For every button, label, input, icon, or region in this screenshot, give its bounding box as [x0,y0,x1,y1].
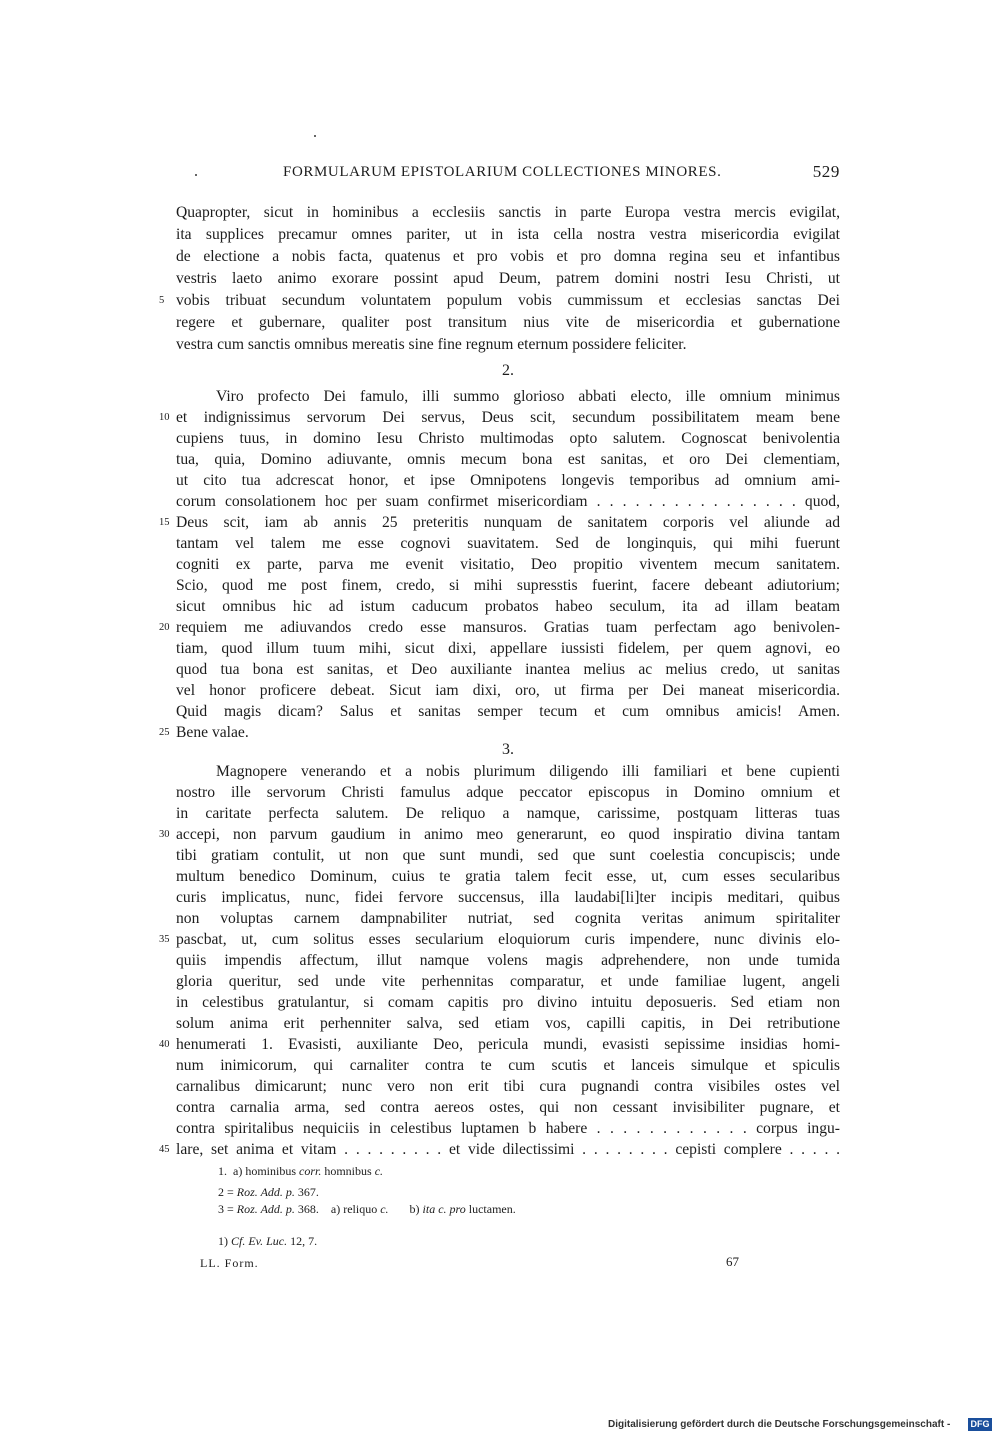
line-number: 30 [159,829,170,840]
line-number: 5 [159,295,165,306]
running-title: FORMULARUM EPISTOLARIUM COLLECTIONES MINORES. [283,164,722,180]
text-line: lare, set anima et vitam . . . . . . . . . et vide dilectissimi . . . . . . . . cepisti complere . . . . . [176,1141,840,1158]
text-line: vobis tribuat secundum voluntatem populum vobis cummissum et ecclesias sanctas Dei [176,292,840,309]
footnote-4: 1) Cf. Ev. Luc. 12, 7. [218,1234,318,1248]
text-line: Magnopere venerando et a nobis plurimum diligendo illi familiari et bene cupienti [216,763,840,780]
section-number: 2. [502,362,514,379]
text-line: cupiens tuus, in domino Iesu Christo multimodas opto salutem. Cognoscat benivolentia [176,430,840,447]
line-number: 35 [159,934,170,945]
text-line: et indignissimus servorum Dei servus, Deus scit, secundum possibilitatem meam bene [176,409,840,426]
text-line: regere et gubernare, qualiter post transitum nius vite de misericordia et gubernatione [176,314,840,331]
text-line: ita supplices precamur omnes pariter, ut in ista cella nostra vestra misericordia evigilat [176,226,840,243]
text-line: solum anima erit perhenniter salva, sed etiam vos, capilli capitis, in Dei retributione [176,1015,840,1032]
text-line: vel honor proficere debeat. Sicut iam dixi, oro, ut firma per Dei maneat misericordia. [176,682,840,699]
footnote-3: 3 = Roz. Add. p. 368. a) reliquo c. b) ita c. pro luctamen. [218,1202,516,1216]
dfg-logo: DFG [968,1418,992,1431]
text-line: cogniti ex parte, parva me evenit visitatio, Deo propitio viventem mecum sanitatem. [176,556,840,573]
text-line: contra spiritalibus nequiciis in celestibus luptamen b habere . . . . . . . . . . . . corpus ingu- [176,1120,840,1137]
text-line: Deus scit, iam ab annis 25 preteritis nunquam de sanitatem corporis vel aliunde ad [176,514,840,531]
line-number: 40 [159,1039,170,1050]
footnote-2: 2 = Roz. Add. p. 367. [218,1185,319,1199]
line-number: 25 [159,727,170,738]
text-line: tibi gratiam contulit, ut non que sunt mundi, sed que sunt coelestia concupiscis; unde [176,847,840,864]
text-line: num inimicorum, qui carnaliter contra te cum scutis et lanceis simulque et spiculis [176,1057,840,1074]
line-number: 45 [159,1144,170,1155]
text-line: carnalibus dimicarunt; nunc vero non erit tibi cura pugnandi contra visibiles ostes vel [176,1078,840,1095]
text-line: contra carnalia arma, sed contra aereos ostes, qui non cessant invisibiliter pugnare, et [176,1099,840,1116]
text-line: Viro profecto Dei famulo, illi summo glorioso abbati electo, ille omnium minimus [216,388,840,405]
text-line: Quapropter, sicut in hominibus a ecclesiis sanctis in parte Europa vestra mercis evigilat, [176,204,840,221]
text-line: quod tua bona est sanitas, et Deo auxiliante inantea melius ac melius credo, ut sanitas [176,661,840,678]
running-header [178,164,840,184]
text-line: henumerati 1. Evasisti, auxiliante Deo, pericula mundi, evasisti sepissime insidias homi- [176,1036,840,1053]
text-line: curis implicatus, nunc, fidei fervore succensus, illa laudabi[li]ter incipis meditari, quibus [176,889,840,906]
text-line: gloria queritur, sed unde vite perhennitas comparatur, et unde familiae lugent, angeli [176,973,840,990]
page-number: 529 [812,162,840,181]
text-line: corum consolationem hoc per suam confirmet misericordiam . . . . . . . . . . . . . . . . quod, [176,493,840,510]
line-number: 20 [159,622,170,633]
text-line: ut cito tua adcrescat honor, et ipse Omnipotens longevis temporibus ad omnium ami- [176,472,840,489]
line-number: 10 [159,412,170,423]
text-line: Bene valae. [176,724,249,741]
line-number: 15 [159,517,170,528]
sheet-number: 67 [726,1254,739,1269]
text-line: non voluptas carnem dampnabiliter nutriat, sed cognita veritas animum spiritaliter [176,910,840,927]
text-line: Quid magis dicam? Salus et sanitas semper tecum et cum omnibus amicis! Amen. [176,703,840,720]
text-line: tiam, quod illum tuum mihi, sicut dixi, appellare iussisti fidelem, per quem agnovi, eo [176,640,840,657]
section-number: 3. [502,741,514,758]
text-line: quiis impendis affectum, illut namque volens magis adprehendere, non unde tumida [176,952,840,969]
text-line: vestra cum sanctis omnibus mereatis sine fine regnum eternum possidere feliciter. [176,336,687,353]
text-line: sicut omnibus hic ad istum caducum probatos habeo seculum, ita ad illam beatam [176,598,840,615]
scan-speck [314,135,316,137]
text-line: Scio, quod me post finem, credo, si mihi supresstis fuerint, facere debeant adiutorium; [176,577,840,594]
text-line: accepi, non parvum gaudium in animo meo generarunt, eo quod inspiratio divina tantam [176,826,840,843]
text-line: pascbat, ut, cum solitus esses secularium eloquiorum curis impendere, nunc divinis elo- [176,931,840,948]
footnote-1: 1. a) hominibus corr. homnibus c. [218,1164,384,1178]
text-line: in celestibus gratulantur, si comam capitis pro divino intuitu deposueris. Sed etiam non [176,994,840,1011]
text-line: in caritate perfecta salutem. De reliquo a namque, carissime, postquam litteras tuas [176,805,840,822]
text-line: vestris laeto animo exorare possint apud Deum, patrem domini nostri Iesu Christi, ut [176,270,840,287]
text-line: requiem me adiuvandos credo esse mansuros. Gratias tuam perfectam ago benivolen- [176,619,840,636]
text-line: tantam vel talem me esse cognovi suavitatem. Sed de longinquis, qui mihi fuerunt [176,535,840,552]
text-line: de electione a nobis facta, quatenus et pro vobis et pro domna regina seu et infantibus [176,248,840,265]
text-line: tua, quia, Domino adiuvante, omnis mecum bona est sanitas, et oro Dei clementiam, [176,451,840,468]
signature-mark: LL. Form. [200,1256,259,1270]
digitization-notice: Digitalisierung gefördert durch die Deutsche Forschungsgemeinschaft - [608,1419,951,1430]
text-line: multum benedico Dominum, cuius te gratia talem fecit esse, ut, cum esses secularibus [176,868,840,885]
text-line: nostro ille servorum Christi famulus adque peccator episcopus in Domino omnium et [176,784,840,801]
